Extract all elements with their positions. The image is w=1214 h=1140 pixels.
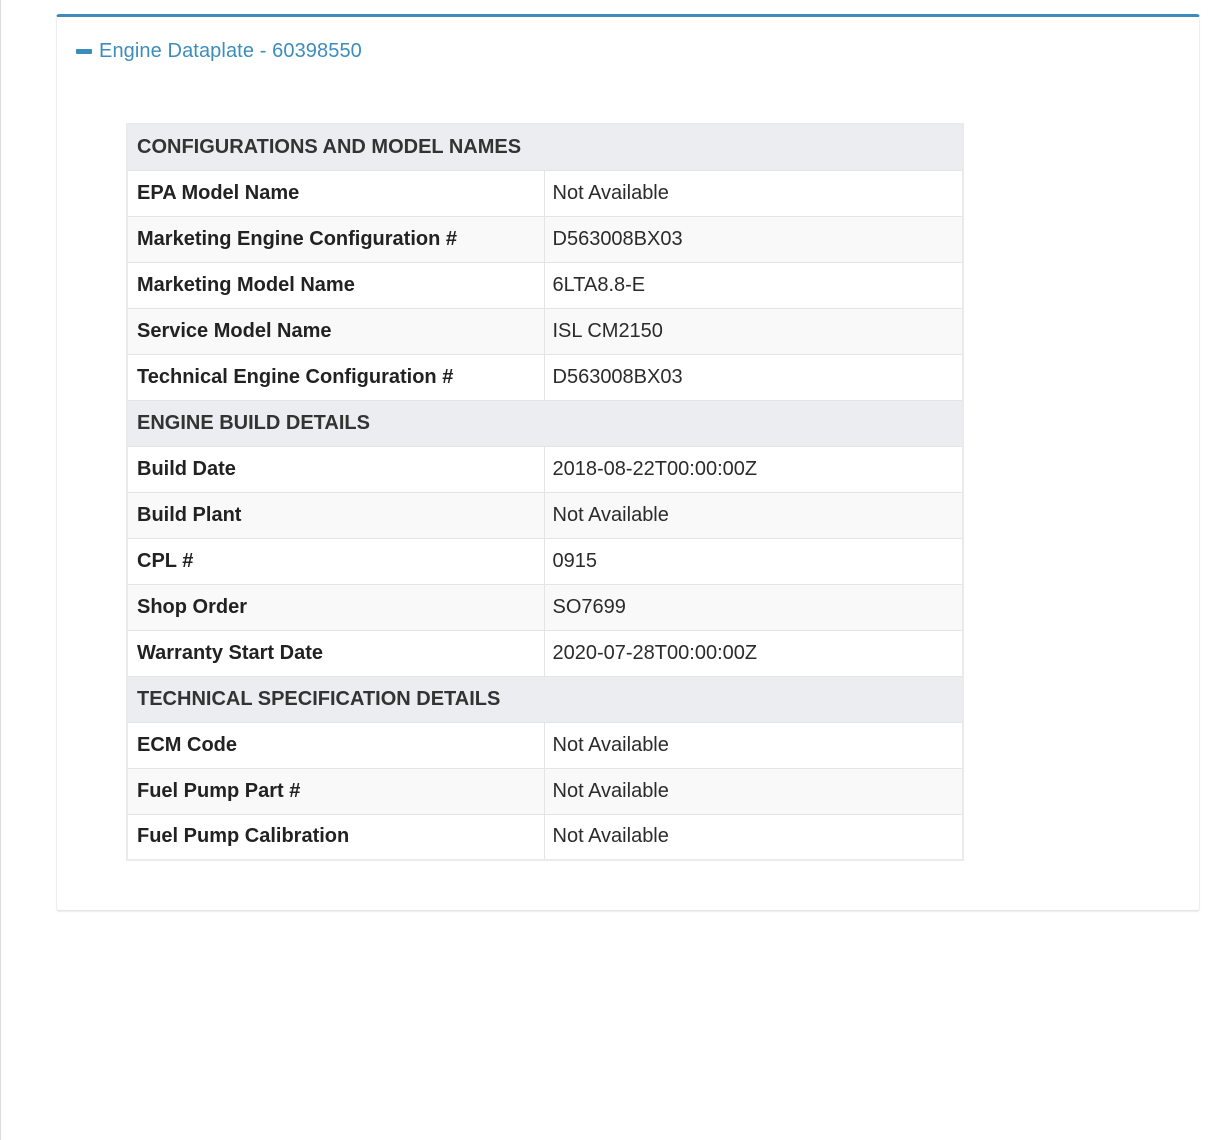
section-header-row xyxy=(127,676,963,722)
table-row xyxy=(127,630,963,676)
row-label: Warranty Start Date xyxy=(127,630,544,676)
row-label: CPL # xyxy=(127,538,544,584)
table-row xyxy=(127,814,963,860)
section-heading: TECHNICAL SPECIFICATION DETAILS xyxy=(127,676,963,722)
row-label: Service Model Name xyxy=(127,308,544,354)
row-value: D563008BX03 xyxy=(544,354,963,400)
row-value: 2018-08-22T00:00:00Z xyxy=(544,446,963,492)
table-row xyxy=(127,538,963,584)
row-label: Marketing Engine Configuration # xyxy=(127,216,544,262)
table-row xyxy=(127,170,963,216)
row-value: D563008BX03 xyxy=(544,216,963,262)
table-row xyxy=(127,216,963,262)
table-row xyxy=(127,584,963,630)
row-value: Not Available xyxy=(544,492,963,538)
section-header-row xyxy=(127,400,963,446)
table-row xyxy=(127,722,963,768)
row-label: Marketing Model Name xyxy=(127,262,544,308)
row-label: Fuel Pump Calibration xyxy=(127,814,544,860)
row-value: Not Available xyxy=(544,814,963,860)
row-label: Technical Engine Configuration # xyxy=(127,354,544,400)
table-row xyxy=(127,354,963,400)
table-row xyxy=(127,446,963,492)
row-label: ECM Code xyxy=(127,722,544,768)
panel-title[interactable]: Engine Dataplate - 60398550 xyxy=(99,39,362,62)
row-value: 2020-07-28T00:00:00Z xyxy=(544,630,963,676)
row-label: Build Plant xyxy=(127,492,544,538)
row-label: Shop Order xyxy=(127,584,544,630)
section-heading: ENGINE BUILD DETAILS xyxy=(127,400,963,446)
row-value: SO7699 xyxy=(544,584,963,630)
row-label: Build Date xyxy=(127,446,544,492)
row-value: Not Available xyxy=(544,170,963,216)
panel-collapse-toggle[interactable] xyxy=(76,37,362,65)
table-row xyxy=(127,308,963,354)
section-header-row xyxy=(127,124,963,170)
row-value: Not Available xyxy=(544,768,963,814)
row-value: ISL CM2150 xyxy=(544,308,963,354)
row-value: Not Available xyxy=(544,722,963,768)
dataplate-table xyxy=(126,123,964,861)
row-label: EPA Model Name xyxy=(127,170,544,216)
section-heading: CONFIGURATIONS AND MODEL NAMES xyxy=(127,124,963,170)
row-label: Fuel Pump Part # xyxy=(127,768,544,814)
engine-dataplate-panel xyxy=(56,14,1200,911)
table-row xyxy=(127,768,963,814)
row-value: 6LTA8.8-E xyxy=(544,262,963,308)
table-row xyxy=(127,262,963,308)
table-row xyxy=(127,492,963,538)
row-value: 0915 xyxy=(544,538,963,584)
minus-icon[interactable] xyxy=(76,49,92,54)
